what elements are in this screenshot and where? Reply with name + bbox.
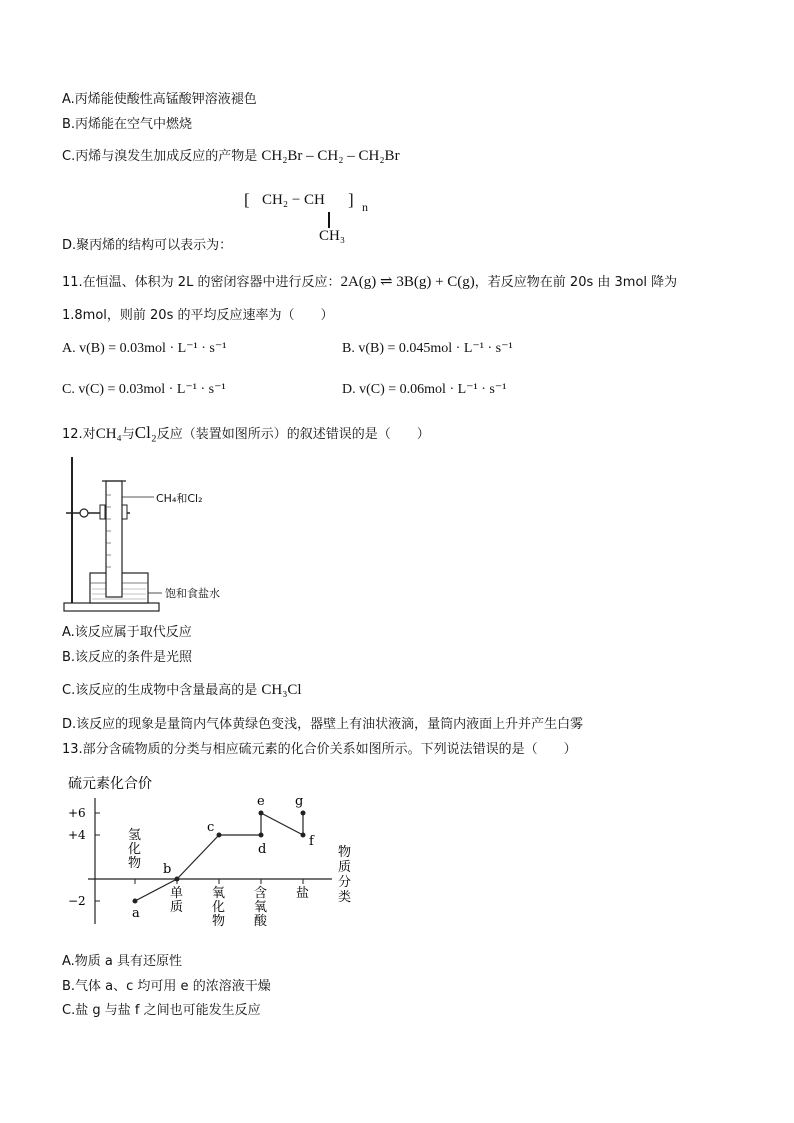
point-g bbox=[301, 811, 306, 816]
q10-option-d: D.聚丙烯的结构可以表示为： bbox=[62, 238, 233, 253]
q13-option-a: A.物质 a 具有还原性 bbox=[62, 954, 183, 969]
q12-stem bbox=[62, 424, 430, 444]
connector-e-f bbox=[261, 813, 303, 835]
polymer-subscript-n: n bbox=[362, 200, 368, 214]
category-label: 氧 bbox=[254, 900, 268, 915]
point-label-b: b bbox=[163, 862, 172, 877]
polymer-branch: CH₃ bbox=[319, 228, 346, 244]
y-axis-title: 硫元素化合价 bbox=[68, 776, 152, 792]
category-label: 酸 bbox=[254, 914, 268, 929]
point-c bbox=[217, 833, 222, 838]
clamp-knob bbox=[80, 509, 88, 517]
q13-stem: 13.部分含硫物质的分类与相应硫元素的化合价关系如图所示。下列说法错误的是（ ） bbox=[62, 742, 577, 757]
x-axis-title: 物 bbox=[338, 845, 352, 860]
x-axis-title: 类 bbox=[338, 890, 352, 905]
measuring-cylinder bbox=[106, 481, 122, 597]
q12-option-c-formula: CH₃Cl bbox=[261, 682, 302, 698]
stand-base bbox=[64, 603, 159, 611]
q12-stem-prefix: 12.对 bbox=[62, 427, 96, 442]
q10-option-c-text: C.丙烯与溴发生加成反应的产物是 bbox=[62, 149, 258, 164]
q12-stem-mid: 与 bbox=[121, 427, 135, 442]
y-tick-label: −2 bbox=[68, 894, 86, 908]
point-label-f: f bbox=[309, 834, 314, 849]
q11-option-a: A. v(B) = 0.03mol · L⁻¹ · s⁻¹ bbox=[62, 341, 227, 356]
q10-option-c bbox=[62, 147, 400, 166]
q12-option-c-text: C.该反应的生成物中含量最高的是 bbox=[62, 683, 258, 698]
q11-option-b: B. v(B) = 0.045mol · L⁻¹ · s⁻¹ bbox=[342, 341, 513, 356]
category-label: 氢 bbox=[128, 828, 142, 843]
connector-b-c bbox=[177, 835, 219, 879]
q12-ch4: CH₄ bbox=[95, 426, 122, 442]
q12-cl2: Cl₂ bbox=[134, 423, 157, 442]
point-label-g: g bbox=[295, 794, 304, 809]
q11-option-c: C. v(C) = 0.03mol · L⁻¹ · s⁻¹ bbox=[62, 382, 226, 397]
q10-option-a: A.丙烯能使酸性高锰酸钾溶液褪色 bbox=[62, 92, 257, 107]
point-a bbox=[133, 899, 138, 904]
q10-option-b: B.丙烯能在空气中燃烧 bbox=[62, 117, 193, 132]
q12-option-d: D.该反应的现象是量筒内气体黄绿色变浅，器壁上有油状液滴，量筒内液面上升并产生白雾 bbox=[62, 717, 584, 732]
point-d bbox=[259, 833, 264, 838]
q11-stem-line1 bbox=[62, 273, 677, 292]
q11-stem-part1: 11.在恒温、体积为 2L 的密闭容器中进行反应： bbox=[62, 275, 341, 290]
category-label: 化 bbox=[212, 900, 226, 915]
q12-option-c bbox=[62, 681, 302, 700]
q10-option-c-formula: CH₂Br – CH₂ – CH₂Br bbox=[261, 148, 400, 164]
polypropylene-structure: [ CH₂ − CH ] n CH₃ bbox=[244, 190, 368, 244]
q11-equation: 2A(g) ⇌ 3B(g) + C(g) bbox=[340, 274, 475, 290]
q11-option-d: D. v(C) = 0.06mol · L⁻¹ · s⁻¹ bbox=[342, 382, 507, 397]
category-label: 质 bbox=[170, 900, 184, 915]
category-label: 物 bbox=[212, 914, 226, 929]
figure-label-gas: CH₄和Cl₂ bbox=[156, 492, 203, 505]
category-label: 氧 bbox=[212, 886, 226, 901]
y-tick-label: +4 bbox=[68, 828, 86, 842]
q11-stem-line2: 1.8mol，则前 20s 的平均反应速率为（ ） bbox=[62, 308, 334, 323]
point-e bbox=[259, 811, 264, 816]
category-label: 含 bbox=[254, 886, 268, 901]
point-f bbox=[301, 833, 306, 838]
q12-option-a: A.该反应属于取代反应 bbox=[62, 625, 192, 640]
q13-option-b: B.气体 a、c 均可用 e 的浓溶液干燥 bbox=[62, 979, 271, 994]
point-label-e: e bbox=[257, 794, 265, 809]
q12-option-b: B.该反应的条件是光照 bbox=[62, 650, 193, 665]
valence-chart bbox=[62, 768, 362, 940]
point-label-c: c bbox=[207, 820, 215, 835]
x-axis-title: 质 bbox=[338, 860, 352, 875]
point-b bbox=[175, 877, 180, 882]
category-label: 化 bbox=[128, 842, 142, 857]
category-label: 盐 bbox=[296, 886, 310, 901]
polymer-branch-bond bbox=[328, 212, 330, 228]
figure-label-water: 饱和食盐水 bbox=[165, 587, 220, 600]
y-tick-label: +6 bbox=[68, 806, 86, 820]
q11-stem-part2: ，若反应物在前 20s 由 3mol 降为 bbox=[474, 275, 678, 290]
polymer-backbone: CH₂ − CH bbox=[262, 192, 325, 208]
category-label: 物 bbox=[128, 856, 142, 871]
q12-stem-suffix: 反应（装置如图所示）的叙述错误的是（ ） bbox=[156, 427, 430, 442]
point-label-d: d bbox=[258, 842, 267, 857]
x-axis-title: 分 bbox=[338, 875, 352, 890]
point-label-a: a bbox=[132, 906, 140, 921]
category-label: 单 bbox=[170, 886, 184, 901]
q13-option-c: C.盐 g 与盐 f 之间也可能发生反应 bbox=[62, 1003, 261, 1018]
